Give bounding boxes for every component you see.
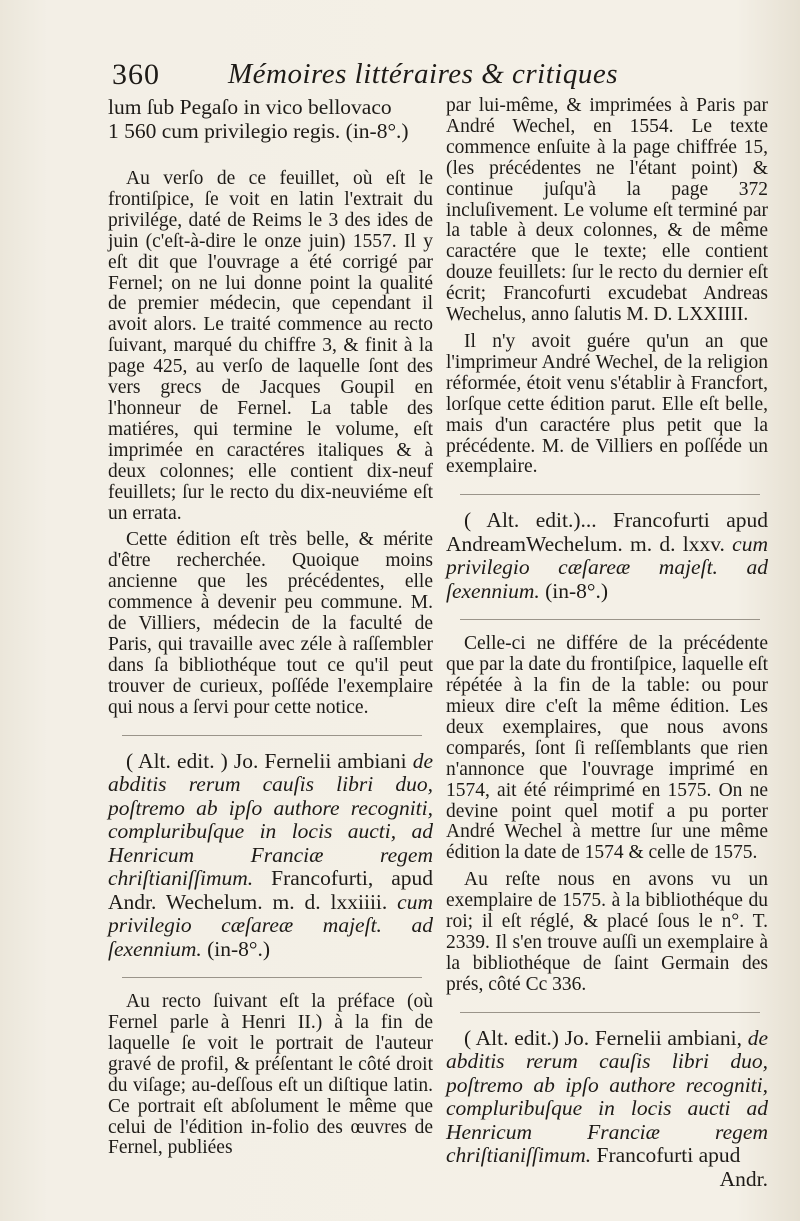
page-number: 360 bbox=[112, 58, 160, 91]
paragraph-comparison: Celle-ci ne différe de la précédente que par la date du frontiſpice, laquelle eſt répétée à la fin de la table: ou pour mieux dire c'eſt la même édition. Les deux exemplaires, que nous avons comparés, ſont ſi reſſemblants que rien n'annonce que l'ouvrage imprimé en 1574, ait été réimprimé en 1575. On ne devine point quel motif a pu porter André Wechel à mettre ſur une même édition la date de 1574 & celle de 1575. bbox=[446, 633, 768, 864]
catchword: Andr. bbox=[719, 1166, 768, 1191]
left-continuation: lum ſub Pegaſo in vico bellovaco 1 560 cum privilegio regis. (in-8°.) bbox=[108, 95, 409, 143]
paragraph-copies: Au reſte nous en avons vu un exemplaire de 1575. à la bibliothéque du roi; il eſt réglé, & placé ſous le n°. T. 2339. Il s'en trouve auſſi un exemplaire à la bibliothéque de ſaint Germain des prés, côté Cc 336. bbox=[446, 869, 768, 995]
bibliographic-entry-1574: ( Alt. edit. ) Jo. Fernelii ambiani de abditis rerum cauſis libri duo, poſtremo ab ipſo authore recogniti, compluribuſque in locis aucti, ad Henricum Franciæ regem chriſtianiſſimum. Francofurti, apud Andr. Wechelum. m. d. lxxiiii. cum privilegio cæſareæ majeſt. ad ſexennium. (in-8°.) bbox=[108, 748, 434, 961]
paragraph-verso-description: Au verſo de ce feuillet, où eſt le frontiſpice, ſe voit en latin l'extrait du privilége, daté de Reims le 3 des ides de juin (c'eſt-à-dire le onze juin) 1557. Il y eſt dit que l'ouvrage a été corrigé par Fernel; on ne lui donne point la qualité de premier médecin, que cependant il avoit alors. Le traité commence au recto ſuivant, marqué du chiffre 3, & finit à la page 425, au verſo de laquelle ſont des vers grecs de Jacques Goupil en l'honneur de Fernel. La table des matiéres, qui termine le volume, eſt imprimée en caractéres italiques & à deux colonnes; elle contient dix-neuf feuillets; ſur le recto du dix-neuviéme eſt un errata. bbox=[108, 168, 433, 524]
section-rule bbox=[122, 735, 422, 736]
left-column bbox=[108, 96, 433, 1165]
paragraph-preface-portrait: Au recto ſuivant eſt la préface (où Fernel parle à Henri II.) à la fin de laquelle ſe voit le portrait de l'auteur gravé de profil, & préſentant le côté droit du viſage; au-deſſous eſt un diſtique latin. Ce portrait eſt abſolument le même que celui de l'édition in-folio des œuvres de Fernel, publiées bbox=[108, 991, 433, 1159]
section-rule bbox=[460, 1012, 760, 1013]
section-rule bbox=[460, 619, 760, 620]
bibliographic-entry-1575: ( Alt. edit.)... Francofurti apud AndreamWechelum. m. d. lxxv. cum privilegio cæſareæ majeſt. ad ſexennium. (in-8°.) bbox=[446, 508, 768, 603]
section-rule bbox=[122, 977, 422, 978]
running-title: Mémoires littéraires & critiques bbox=[228, 58, 618, 90]
right-column bbox=[446, 96, 768, 1191]
page-header bbox=[112, 58, 672, 98]
bibliographic-entry-next: ( Alt. edit.) Jo. Fernelii ambiani, de abditis rerum cauſis libri duo, poſtremo ab ipſo authore recogniti, compluribuſque in locis aucti ad Henricum Franciæ regem chriſtianiſſimum. Francofurti apud bbox=[446, 1025, 768, 1168]
paragraph-edition-note: Cette édition eſt très belle, & mérite d'être recherchée. Quoique moins ancienne que les précédentes, elle commence à devenir peu commune. M. de Villiers, médecin de la faculté de Paris, qui travaille avec zéle à raſſembler dans ſa bibliothéque tout ce qu'il peut trouver de curieux, poſſéde l'exemplaire qui nous a ſervi pour cette notice. bbox=[108, 529, 433, 718]
section-rule bbox=[460, 494, 760, 495]
paragraph-wechel: Il n'y avoit guére qu'un an que l'imprimeur André Wechel, de la religion réformée, étoit venu s'établir à Francfort, lorſque cette édition parut. Elle eſt belle, mais d'un caractére plus petit que la précédente. M. de Villiers en poſſéde un exemplaire. bbox=[446, 330, 768, 478]
paragraph-text-pages: par lui-même, & imprimées à Paris par André Wechel, en 1554. Le texte commence enſuite à la page chiffrée 15, (les précédentes ne l'étant point) & continue juſqu'à la page 372 incluſivement. Le volume eſt terminé par la table à deux colonnes, & de même caractére que le texte; elle contient douze feuillets: ſur le recto du dernier eſt écrit; Francofurti excudebat Andreas Wechelus, anno ſalutis M. D. LXXIIII. bbox=[446, 95, 768, 326]
